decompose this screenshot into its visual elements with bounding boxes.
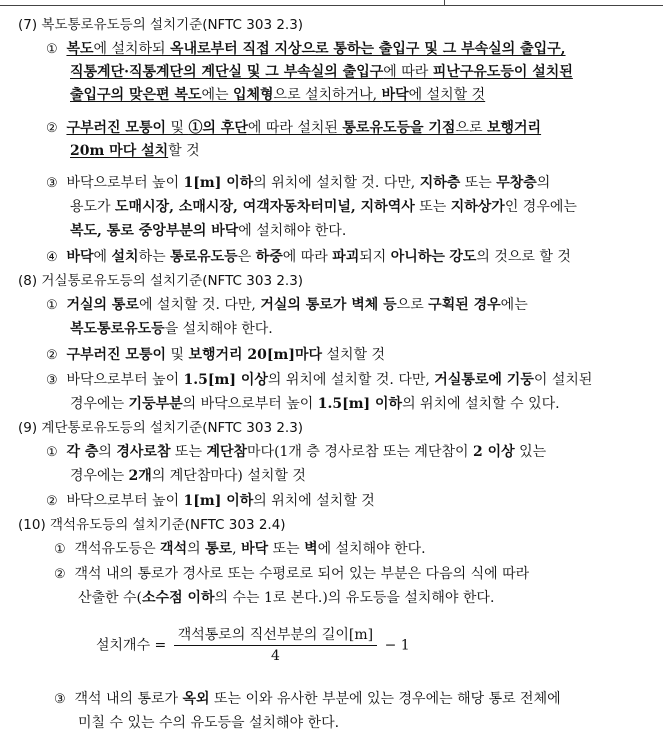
table-bottom-rule	[0, 5, 663, 6]
section-8-title: (8) 거실통로유도등의 설치기준(NFTC 303 2.3)	[18, 273, 304, 289]
table-column-divider	[444, 0, 445, 6]
s7-item1-line1: ① 복도에 설치하되 옥내로부터 직접 지상으로 통하는 출입구 및 그 부속실의 출입구,	[46, 41, 566, 57]
s7-item3-line3: 복도, 통로 중앙부분의 바닥에 설치해야 한다.	[70, 223, 347, 239]
s7-item1-line3: 출입구의 맞은편 복도에는 입체형으로 설치하거나, 바닥에 설치할 것	[70, 87, 486, 103]
s7-item3-line1: ③ 바닥으로부터 높이 1[m] 이하의 위치에 설치할 것. 다만, 지하층 또는 무창층의	[46, 175, 551, 191]
s10-item1-line1: ① 객석유도등은 객석의 통로, 바닥 또는 벽에 설치해야 한다.	[54, 541, 426, 557]
s9-item1-line1: ① 각 층의 경사로참 또는 계단참마다(1개 층 경사로참 또는 계단참이 2 이상 있는	[46, 444, 547, 460]
s8-item1-line1: ① 거실의 통로에 설치할 것. 다만, 거실의 통로가 벽체 등으로 구획된 경우에는	[46, 297, 528, 313]
s8-item1-line2: 복도통로유도등을 설치해야 한다.	[70, 321, 273, 337]
formula-lhs: 설치개수 =	[96, 637, 167, 654]
s10-item3-line2: 미칠 수 있는 수의 유도등을 설치해야 한다.	[78, 715, 340, 731]
formula-denominator: 4	[270, 648, 280, 664]
formula-rhs: − 1	[384, 637, 410, 654]
s7-item2-line1: ② 구부러진 모퉁이 및 ①의 후단에 따라 설치된 통로유도등을 기점으로 보행거리	[46, 120, 542, 136]
s8-item3-line2: 경우에는 기둥부분의 바닥으로부터 높이 1.5[m] 이하의 위치에 설치할 수 있다.	[70, 396, 560, 412]
s9-item2-line1: ② 바닥으로부터 높이 1[m] 이하의 위치에 설치할 것	[46, 493, 375, 509]
s9-item1-line2: 경우에는 2개의 계단참마다) 설치할 것	[70, 468, 306, 484]
s10-item2-line2: 산출한 수(소수점 이하의 수는 1로 본다.)의 유도등을 설치해야 한다.	[78, 590, 495, 606]
section-7-title: (7) 복도통로유도등의 설치기준(NFTC 303 2.3)	[18, 17, 304, 33]
formula-fraction	[174, 626, 377, 665]
s7-item1-line2: 직통계단·직통계단의 계단실 및 그 부속실의 출입구에 따라 피난구유도등이 설치된	[70, 64, 573, 80]
section-10-title: (10) 객석유도등의 설치기준(NFTC 303 2.4)	[18, 517, 286, 533]
previous-table-edge	[0, 0, 663, 6]
formula-numerator: 객석통로의 직선부분의 길이[m]	[174, 626, 377, 646]
s10-item2-line1: ② 객석 내의 통로가 경사로 또는 수평로로 되어 있는 부분은 다음의 식에 따라	[54, 566, 530, 582]
s7-item2-line2: 20m 마다 설치할 것	[70, 143, 200, 159]
s8-item3-line1: ③ 바닥으로부터 높이 1.5[m] 이상의 위치에 설치할 것. 다만, 거실통로에 기둥이 설치된	[46, 372, 593, 388]
s7-item4-line1: ④ 바닥에 설치하는 통로유도등은 하중에 따라 파괴되지 아니하는 강도의 것으로 할 것	[46, 249, 571, 265]
formula	[96, 626, 410, 665]
section-9-title: (9) 계단통로유도등의 설치기준(NFTC 303 2.3)	[18, 420, 304, 436]
s10-item3-line1: ③ 객석 내의 통로가 옥외 또는 이와 유사한 부분에 있는 경우에는 해당 통로 전체에	[54, 691, 561, 707]
s8-item2-line1: ② 구부러진 모퉁이 및 보행거리 20[m]마다 설치할 것	[46, 347, 385, 363]
s7-item3-line2: 용도가 도매시장, 소매시장, 여객자동차터미널, 지하역사 또는 지하상가인 경우에는	[70, 199, 577, 215]
